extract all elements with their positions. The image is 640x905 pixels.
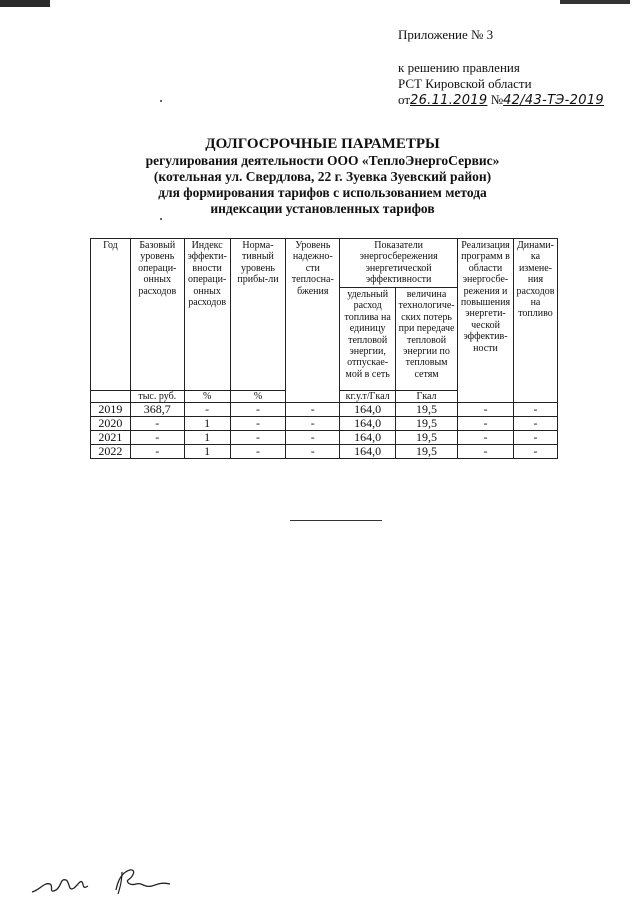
cell-specific-fuel: 164,0 (340, 431, 396, 445)
title-line-5: индексации установленных тарифов (210, 201, 435, 216)
approval-line-2: РСТ Кировской области (398, 76, 532, 91)
table-row (91, 403, 558, 417)
separator-line (290, 520, 382, 521)
scan-speck (160, 100, 162, 102)
document-title (90, 135, 555, 217)
cell-tech-losses: 19,5 (396, 445, 458, 459)
cell-reliability: - (286, 445, 340, 459)
header-programs: Реализация программ в области энергосбе-режения и повышения энергети-ческой эффектив-ности (458, 239, 514, 403)
cell-fuel-dynamics: - (513, 431, 557, 445)
cell-base-level: 368,7 (130, 403, 184, 417)
cell-efficiency-index: - (184, 403, 230, 417)
cell-profit-level: - (230, 403, 286, 417)
cell-tech-losses: 19,5 (396, 417, 458, 431)
cell-reliability: - (286, 417, 340, 431)
cell-programs: - (458, 431, 514, 445)
header-row (91, 239, 558, 288)
title-main: ДОЛГОСРОЧНЫЕ ПАРАМЕТРЫ (205, 136, 440, 152)
approval-block (398, 60, 604, 109)
unit-profit-level: % (230, 391, 286, 403)
approval-line-1: к решению правления (398, 60, 520, 75)
cell-reliability: - (286, 431, 340, 445)
cell-base-level: - (130, 417, 184, 431)
cell-specific-fuel: 164,0 (340, 403, 396, 417)
cell-fuel-dynamics: - (513, 417, 557, 431)
header-efficiency-index: Индекс эффекти-вности операци-онных расходов (184, 239, 230, 391)
units-year (91, 391, 131, 403)
scan-artifact-top-right (560, 0, 630, 4)
unit-tech-losses: Гкал (396, 391, 458, 403)
cell-profit-level: - (230, 445, 286, 459)
cell-programs: - (458, 403, 514, 417)
cell-year: 2022 (91, 445, 131, 459)
header-tech-losses: величина технологиче-ских потерь при передаче тепловой энергии по тепловым сетям (396, 288, 458, 391)
signature-mark (30, 860, 190, 900)
cell-efficiency-index: 1 (184, 417, 230, 431)
cell-efficiency-index: 1 (184, 445, 230, 459)
title-line-4: для формирования тарифов с использованием метода (158, 185, 487, 200)
unit-specific-fuel: кг.у.т/Гкал (340, 391, 396, 403)
cell-specific-fuel: 164,0 (340, 417, 396, 431)
parameters-table (90, 238, 558, 459)
cell-tech-losses: 19,5 (396, 431, 458, 445)
header-profit-level: Норма-тивный уровень прибы-ли (230, 239, 286, 391)
cell-profit-level: - (230, 431, 286, 445)
header-year: Год (91, 239, 131, 391)
cell-specific-fuel: 164,0 (340, 445, 396, 459)
unit-efficiency-index: % (184, 391, 230, 403)
scan-speck (160, 218, 162, 220)
cell-fuel-dynamics: - (513, 403, 557, 417)
cell-profit-level: - (230, 417, 286, 431)
approval-date-line (398, 92, 604, 109)
cell-fuel-dynamics: - (513, 445, 557, 459)
cell-base-level: - (130, 445, 184, 459)
appendix-label: Приложение № 3 (398, 27, 494, 42)
title-line-3: (котельная ул. Свердлова, 22 г. Зуевка Зуевский район) (153, 169, 492, 184)
cell-programs: - (458, 417, 514, 431)
cell-base-level: - (130, 431, 184, 445)
scan-artifact-top-left (0, 0, 50, 7)
table-row (91, 445, 558, 459)
header-fuel-dynamics: Динами-ка измене-ния расходов на топливо (513, 239, 557, 403)
decision-number: 42/43-ТЭ-2019 (503, 93, 604, 108)
cell-tech-losses: 19,5 (396, 403, 458, 417)
header-base-level: Базовый уровень операци-онных расходов (130, 239, 184, 391)
unit-base-level: тыс. руб. (130, 391, 184, 403)
cell-efficiency-index: 1 (184, 431, 230, 445)
header-specific-fuel: удельный расход топлива на единицу тепловой энергии, отпускае-мой в сеть (340, 288, 396, 391)
decision-date: 26.11.2019 (410, 93, 488, 108)
number-prefix: № (490, 92, 504, 107)
table-row (91, 417, 558, 431)
cell-reliability: - (286, 403, 340, 417)
cell-year: 2021 (91, 431, 131, 445)
table-row (91, 431, 558, 445)
header-energy-saving-group: Показатели энергосбережения энергетической эффективности (340, 239, 458, 288)
header-reliability: Уровень надежно-сти теплосна-бжения (286, 239, 340, 403)
cell-year: 2019 (91, 403, 131, 417)
cell-year: 2020 (91, 417, 131, 431)
title-line-2: регулирования деятельности ООО «ТеплоЭнергоСервис» (145, 153, 500, 168)
cell-programs: - (458, 445, 514, 459)
date-prefix: от (398, 92, 411, 107)
